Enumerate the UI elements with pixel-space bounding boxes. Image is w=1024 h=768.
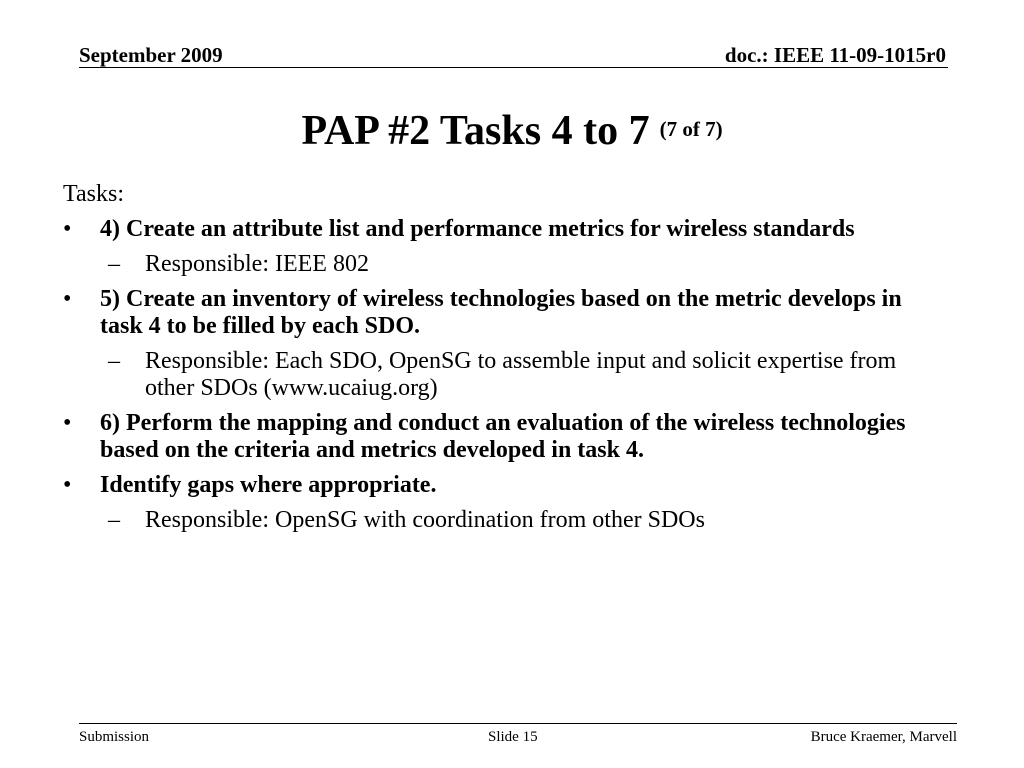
sub-list-item	[63, 507, 943, 534]
header-date: September 2009	[79, 43, 223, 67]
slide-title-suffix: (7 of 7)	[659, 117, 723, 141]
sub-list-item-text: Responsible: IEEE 802	[145, 251, 369, 277]
list-item-text: Identify gaps where appropriate.	[100, 472, 437, 498]
footer-submission: Submission	[79, 729, 150, 745]
dash-marker: –	[108, 251, 120, 277]
list-item-text: 5) Create an inventory of wireless technologies based on the metric develops in task 4 to be filled by each SDO.	[100, 286, 902, 339]
header-doc-id: doc.: IEEE 11-09-1015r0	[724, 43, 946, 67]
list-item	[63, 472, 943, 499]
footer-author: Bruce Kraemer, Marvell	[810, 729, 957, 745]
dash-marker: –	[108, 348, 120, 374]
bullet-marker: •	[63, 286, 72, 312]
footer-divider	[79, 723, 957, 724]
sub-list-item-text: Responsible: Each SDO, OpenSG to assemble input and solicit expertise from other SDOs (www.ucaiug.org)	[145, 348, 897, 401]
slide-body	[63, 180, 943, 542]
sub-list-item-text: Responsible: OpenSG with coordination from other SDOs	[145, 507, 705, 533]
slide-title-text: PAP #2 Tasks 4 to 7	[301, 108, 650, 154]
header-divider	[79, 67, 948, 68]
list-item	[63, 286, 943, 340]
slide-title	[0, 104, 1024, 156]
dash-marker: –	[108, 507, 120, 533]
tasks-heading: Tasks:	[63, 181, 124, 207]
sub-list-item	[63, 348, 943, 402]
bullet-marker: •	[63, 410, 72, 436]
list-item-text: 4) Create an attribute list and performance metrics for wireless standards	[100, 216, 855, 242]
list-item	[63, 216, 943, 243]
sub-list-item	[63, 251, 943, 278]
list-item-text: 6) Perform the mapping and conduct an evaluation of the wireless technologies based on the criteria and metrics developed in task 4.	[100, 410, 906, 463]
footer-slide-number: Slide 15	[488, 729, 538, 745]
list-item	[63, 410, 943, 464]
bullet-marker: •	[63, 216, 72, 242]
bullet-marker: •	[63, 472, 72, 498]
